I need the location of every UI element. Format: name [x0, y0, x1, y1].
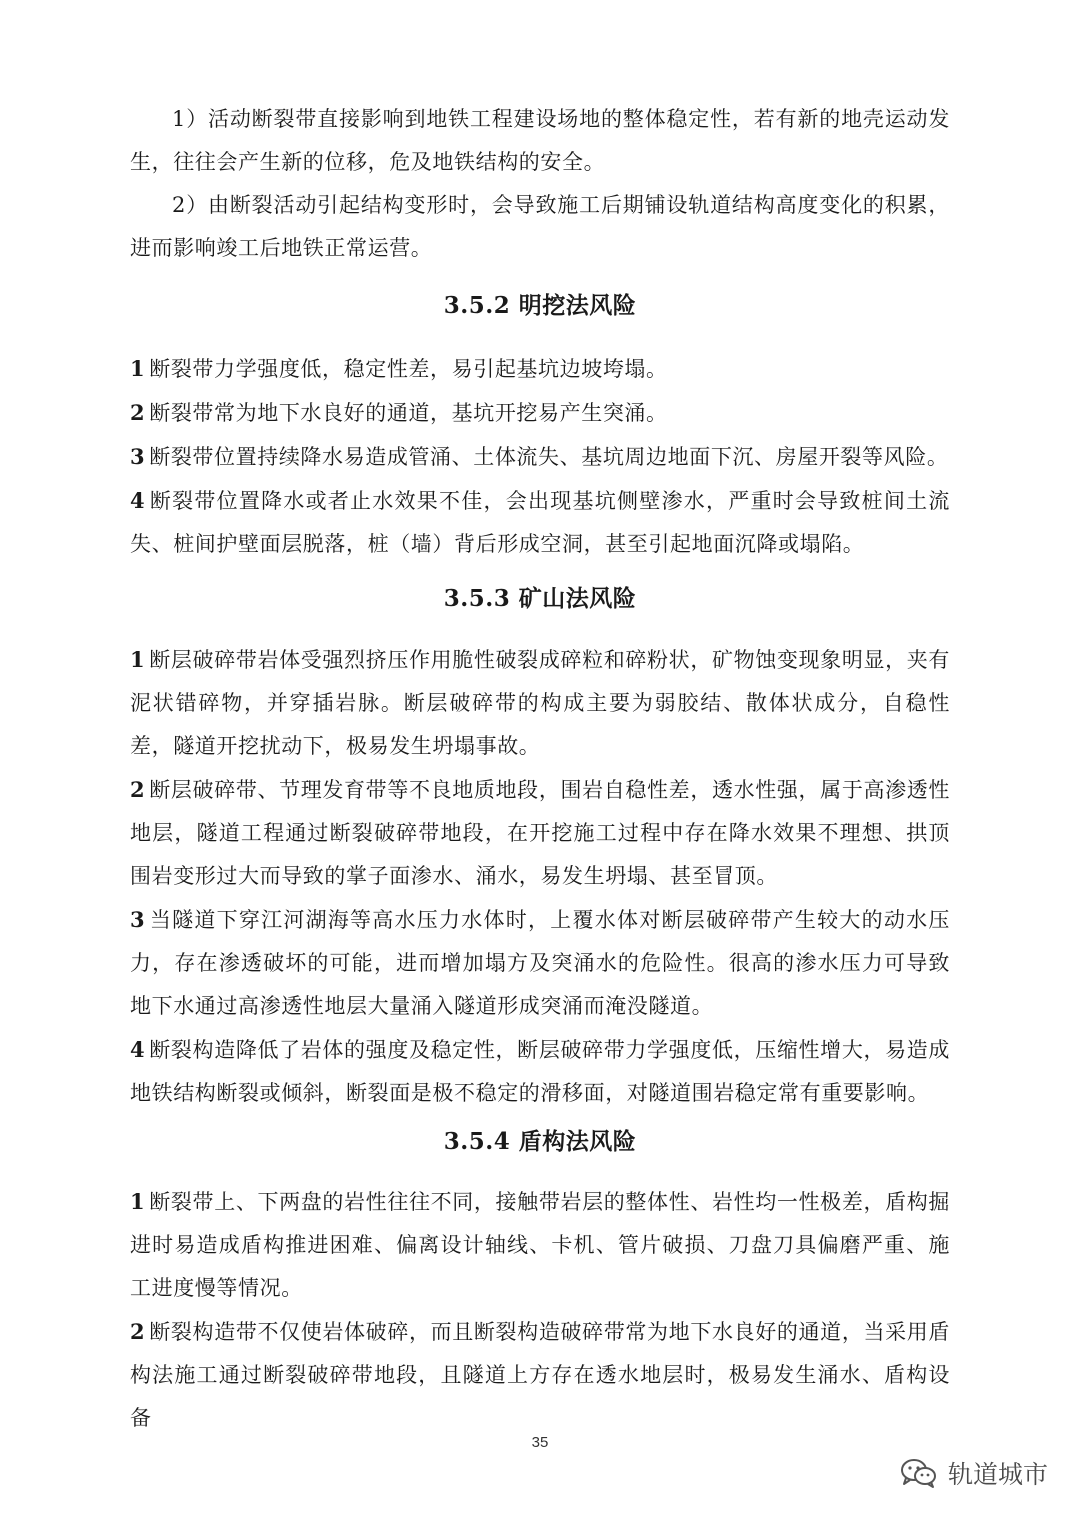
item-text: 断裂带力学强度低，稳定性差，易引起基坑边坡垮塌。 — [149, 357, 668, 381]
item-number: 2 — [130, 777, 146, 802]
section-heading: 3.5.2 明挖法风险 — [443, 292, 637, 319]
section-body — [130, 347, 950, 566]
list-item — [130, 347, 950, 391]
list-item — [130, 638, 950, 768]
item-number: 3 — [130, 907, 146, 932]
section-heading: 3.5.4 盾构法风险 — [443, 1128, 637, 1155]
item-text: 断裂带常为地下水良好的通道，基坑开挖易产生突涌。 — [149, 401, 668, 425]
item-text: 断层破碎带、节理发育带等不良地质地段，围岩自稳性差，透水性强，属于高渗透性地层，隧道工程通过断裂破碎带地段，在开挖施工过程中存在降水效果不理想、拱顶围岩变形过大而导致的掌子面渗水、涌水，易发生坍塌、甚至冒顶。 — [130, 778, 950, 888]
item-number: 4 — [130, 1037, 146, 1062]
intro-block — [130, 98, 950, 270]
list-item — [130, 391, 950, 435]
item-number: 4 — [130, 488, 146, 513]
item-text: 当隧道下穿江河湖海等高水压力水体时，上覆水体对断层破碎带产生较大的动水压力，存在渗透破坏的可能，进而增加塌方及突涌水的危险性。很高的渗水压力可导致地下水通过高渗透性地层大量涌入隧道形成突涌而淹没隧道。 — [130, 908, 950, 1018]
list-item — [130, 1028, 950, 1115]
section-body — [130, 638, 950, 1115]
item-text: 断裂构造带不仅使岩体破碎，而且断裂构造破碎带常为地下水良好的通道，当采用盾构法施工通过断裂破碎带地段，且隧道上方存在透水地层时，极易发生涌水、盾构设备 — [130, 1320, 950, 1430]
section-heading: 3.5.3 矿山法风险 — [443, 585, 637, 612]
item-number: 2 — [130, 1319, 146, 1344]
section-body — [130, 1180, 950, 1440]
list-item — [130, 479, 950, 566]
list-item — [130, 768, 950, 898]
list-item — [130, 435, 950, 479]
intro-paragraph: 2）由断裂活动引起结构变形时，会导致施工后期铺设轨道结构高度变化的积累，进而影响竣工后地铁正常运营。 — [130, 193, 950, 260]
wechat-icon — [900, 1457, 938, 1489]
item-number: 3 — [130, 444, 146, 469]
item-number: 2 — [130, 400, 146, 425]
item-number: 1 — [130, 647, 146, 672]
list-item — [130, 1180, 950, 1310]
item-text: 断裂带位置持续降水易造成管涌、土体流失、基坑周边地面下沉、房屋开裂等风险。 — [149, 445, 949, 469]
item-text: 断裂带位置降水或者止水效果不佳，会出现基坑侧壁渗水，严重时会导致桩间土流失、桩间护壁面层脱落，桩（墙）背后形成空洞，甚至引起地面沉降或塌陷。 — [130, 489, 950, 556]
item-number: 1 — [130, 1189, 146, 1214]
item-text: 断裂构造降低了岩体的强度及稳定性，断层破碎带力学强度低，压缩性增大，易造成地铁结构断裂或倾斜，断裂面是极不稳定的滑移面，对隧道围岩稳定常有重要影响。 — [130, 1038, 950, 1105]
item-text: 断层破碎带岩体受强烈挤压作用脆性破裂成碎粒和碎粉状，矿物蚀变现象明显，夹有泥状错碎物，并穿插岩脉。断层破碎带的构成主要为弱胶结、散体状成分，自稳性差，隧道开挖扰动下，极易发生坍塌事故。 — [130, 648, 950, 758]
item-text: 断裂带上、下两盘的岩性往往不同，接触带岩层的整体性、岩性均一性极差，盾构掘进时易造成盾构推进困难、偏离设计轴线、卡机、管片破损、刀盘刀具偏磨严重、施工进度慢等情况。 — [130, 1190, 950, 1300]
page-number: 35 — [531, 1434, 549, 1451]
list-item — [130, 898, 950, 1028]
item-number: 1 — [130, 356, 146, 381]
watermark-text: 轨道城市 — [948, 1460, 1049, 1489]
list-item — [130, 1310, 950, 1440]
intro-paragraph: 1）活动断裂带直接影响到地铁工程建设场地的整体稳定性，若有新的地壳运动发生，往往会产生新的位移，危及地铁结构的安全。 — [130, 107, 950, 174]
watermark — [900, 1455, 1048, 1491]
